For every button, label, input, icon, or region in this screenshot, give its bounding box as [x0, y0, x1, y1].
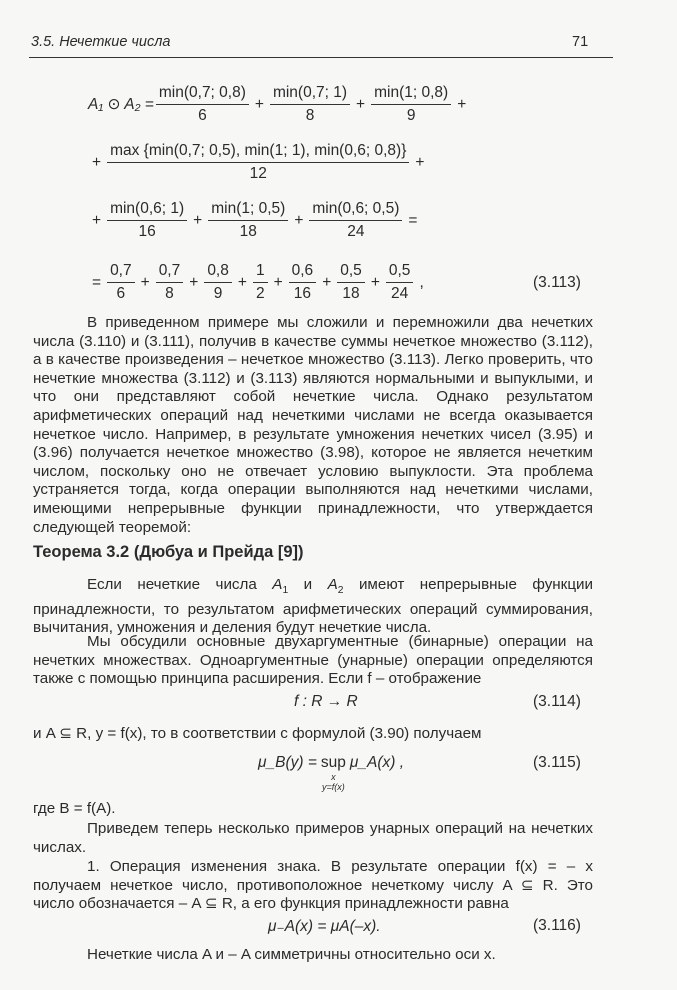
sup-operator: sup x y=f(x)	[320, 754, 346, 792]
fraction: $\frac{\min(1; 0,8)}{9}$	[371, 84, 451, 125]
formula-3-115: μ_B(y) = sup x y=f(x) μ_A(x) ,	[258, 754, 405, 792]
equation-number: (3.114)	[533, 693, 581, 710]
fraction: $\frac{0,5}{18}$	[337, 262, 365, 303]
running-header: 3.5. Нечеткие числа	[31, 34, 171, 50]
equation-number: (3.113)	[533, 274, 581, 291]
formula-3-113-row4: = $\frac{0,7}{6}$ + $\frac{0,7}{8}$ + $\frac{0,8}{9}$ + $\frac{1}{2}$ + $\frac{0,6}{16}$ + $\frac{0,5}{18}$ + $\frac{0,5}{24}$ ,	[92, 262, 424, 302]
formula-3-113-row1: A₁ ⊙ A₂ = $\frac{\min(0,7; 0,8)}{6}$ + $\frac{\min(0,7; 1)}{8}$ + $\frac{\min(1; 0,8)}{9}$ +	[88, 84, 467, 124]
fraction: $\frac{0,8}{9}$	[204, 262, 232, 303]
formula-lhs: A₁ ⊙ A₂ =	[88, 96, 154, 113]
theorem-title: Теорема 3.2 (Дюбуа и Прейда [9])	[33, 543, 304, 561]
fraction: $\frac{\min(0,7; 0,8)}{6}$	[156, 84, 249, 125]
body-paragraph: Нечеткие числа A и – A симметричны относительно оси x.	[87, 946, 496, 963]
fraction: $\frac{0,7}{6}$	[107, 262, 135, 303]
formula-3-116: μ₋A(x) = μA(–x).	[268, 918, 381, 935]
fraction: $\frac{\min(1; 0,5)}{18}$	[208, 200, 288, 241]
fraction: $\frac{\min(0,6; 0,5)}{24}$	[309, 200, 402, 241]
header-rule	[29, 57, 613, 58]
body-paragraph: Приведем теперь несколько примеров унарных операций на нечетких числах.	[33, 820, 593, 856]
body-paragraph: 1. Операция изменения знака. В результате операции f(x) = – x получаем нечеткое число, противоположное нечеткому числу A ⊆ R. Это число обозначается – A ⊆ R, а его функция принадлежности равна	[33, 858, 593, 913]
fraction: $\frac{\min(0,6; 1)}{16}$	[107, 200, 187, 241]
fraction: $\frac{0,6}{16}$	[289, 262, 317, 303]
body-paragraph: В приведенном примере мы сложили и перемножили два нечетких числа (3.110) и (3.111), получив в качестве суммы нечеткое множество (3.112), а в качестве произведения – нечеткое множество (3.113). Легко проверить, что нечеткие множества (3.112) и (3.113) являются нормальными и выпуклыми, и что они представляют собой нечеткие числа. Однако результатом арифметических операций над нечеткими числами не всегда оказывается нечеткое число. Например, в результате умножения нечетких чисел (3.95) и (3.96) получается нечеткое множество (3.98), которое не является нечетким числом, поскольку оно не отвечает условию выпуклости. Эта проблема устраняется тогда, когда операции выполняются над нечеткими числами, имеющими непрерывные функции принадлежности, что утверждается следующей теоремой:	[33, 314, 593, 536]
page-number: 71	[572, 34, 589, 50]
fraction: $\frac{\min(0,7; 1)}{8}$	[270, 84, 350, 125]
fraction: $\frac{0,5}{24}$	[386, 262, 414, 303]
fraction: $\frac{0,7}{8}$	[156, 262, 184, 303]
equation-number: (3.116)	[533, 917, 581, 934]
fraction: $\frac{\max \{\min(0,7; 0,5), \min(1; 1), \min(0,6; 0,8)\}}{12}$	[107, 142, 409, 183]
fraction: $\frac{1}{2}$	[253, 262, 268, 303]
body-paragraph: где B = f(A).	[33, 800, 116, 817]
formula-3-113-row3: + $\frac{\min(0,6; 1)}{16}$ + $\frac{\min(1; 0,5)}{18}$ + $\frac{\min(0,6; 0,5)}{24}$ =	[92, 200, 418, 240]
equation-number: (3.115)	[533, 754, 581, 771]
formula-3-113-row2: + $\frac{\max \{\min(0,7; 0,5), \min(1; 1), \min(0,6; 0,8)\}}{12}$ +	[92, 142, 425, 182]
formula-3-114: f : R → R	[294, 693, 358, 710]
body-paragraph: и A ⊆ R, y = f(x), то в соответствии с формулой (3.90) получаем	[33, 725, 482, 742]
theorem-text: Если нечеткие числа $A_1$ и $A_2$ имеют непрерывные функции принадлежности, то результатом арифметических операций суммирования, вычитания, умножения и деления будут нечеткие числа.	[33, 576, 593, 637]
body-paragraph: Мы обсудили основные двухаргументные (бинарные) операции на нечетких множествах. Одноаргументные (унарные) операции определяются также с помощью принципа расширения. Если f – отображение	[33, 633, 593, 688]
